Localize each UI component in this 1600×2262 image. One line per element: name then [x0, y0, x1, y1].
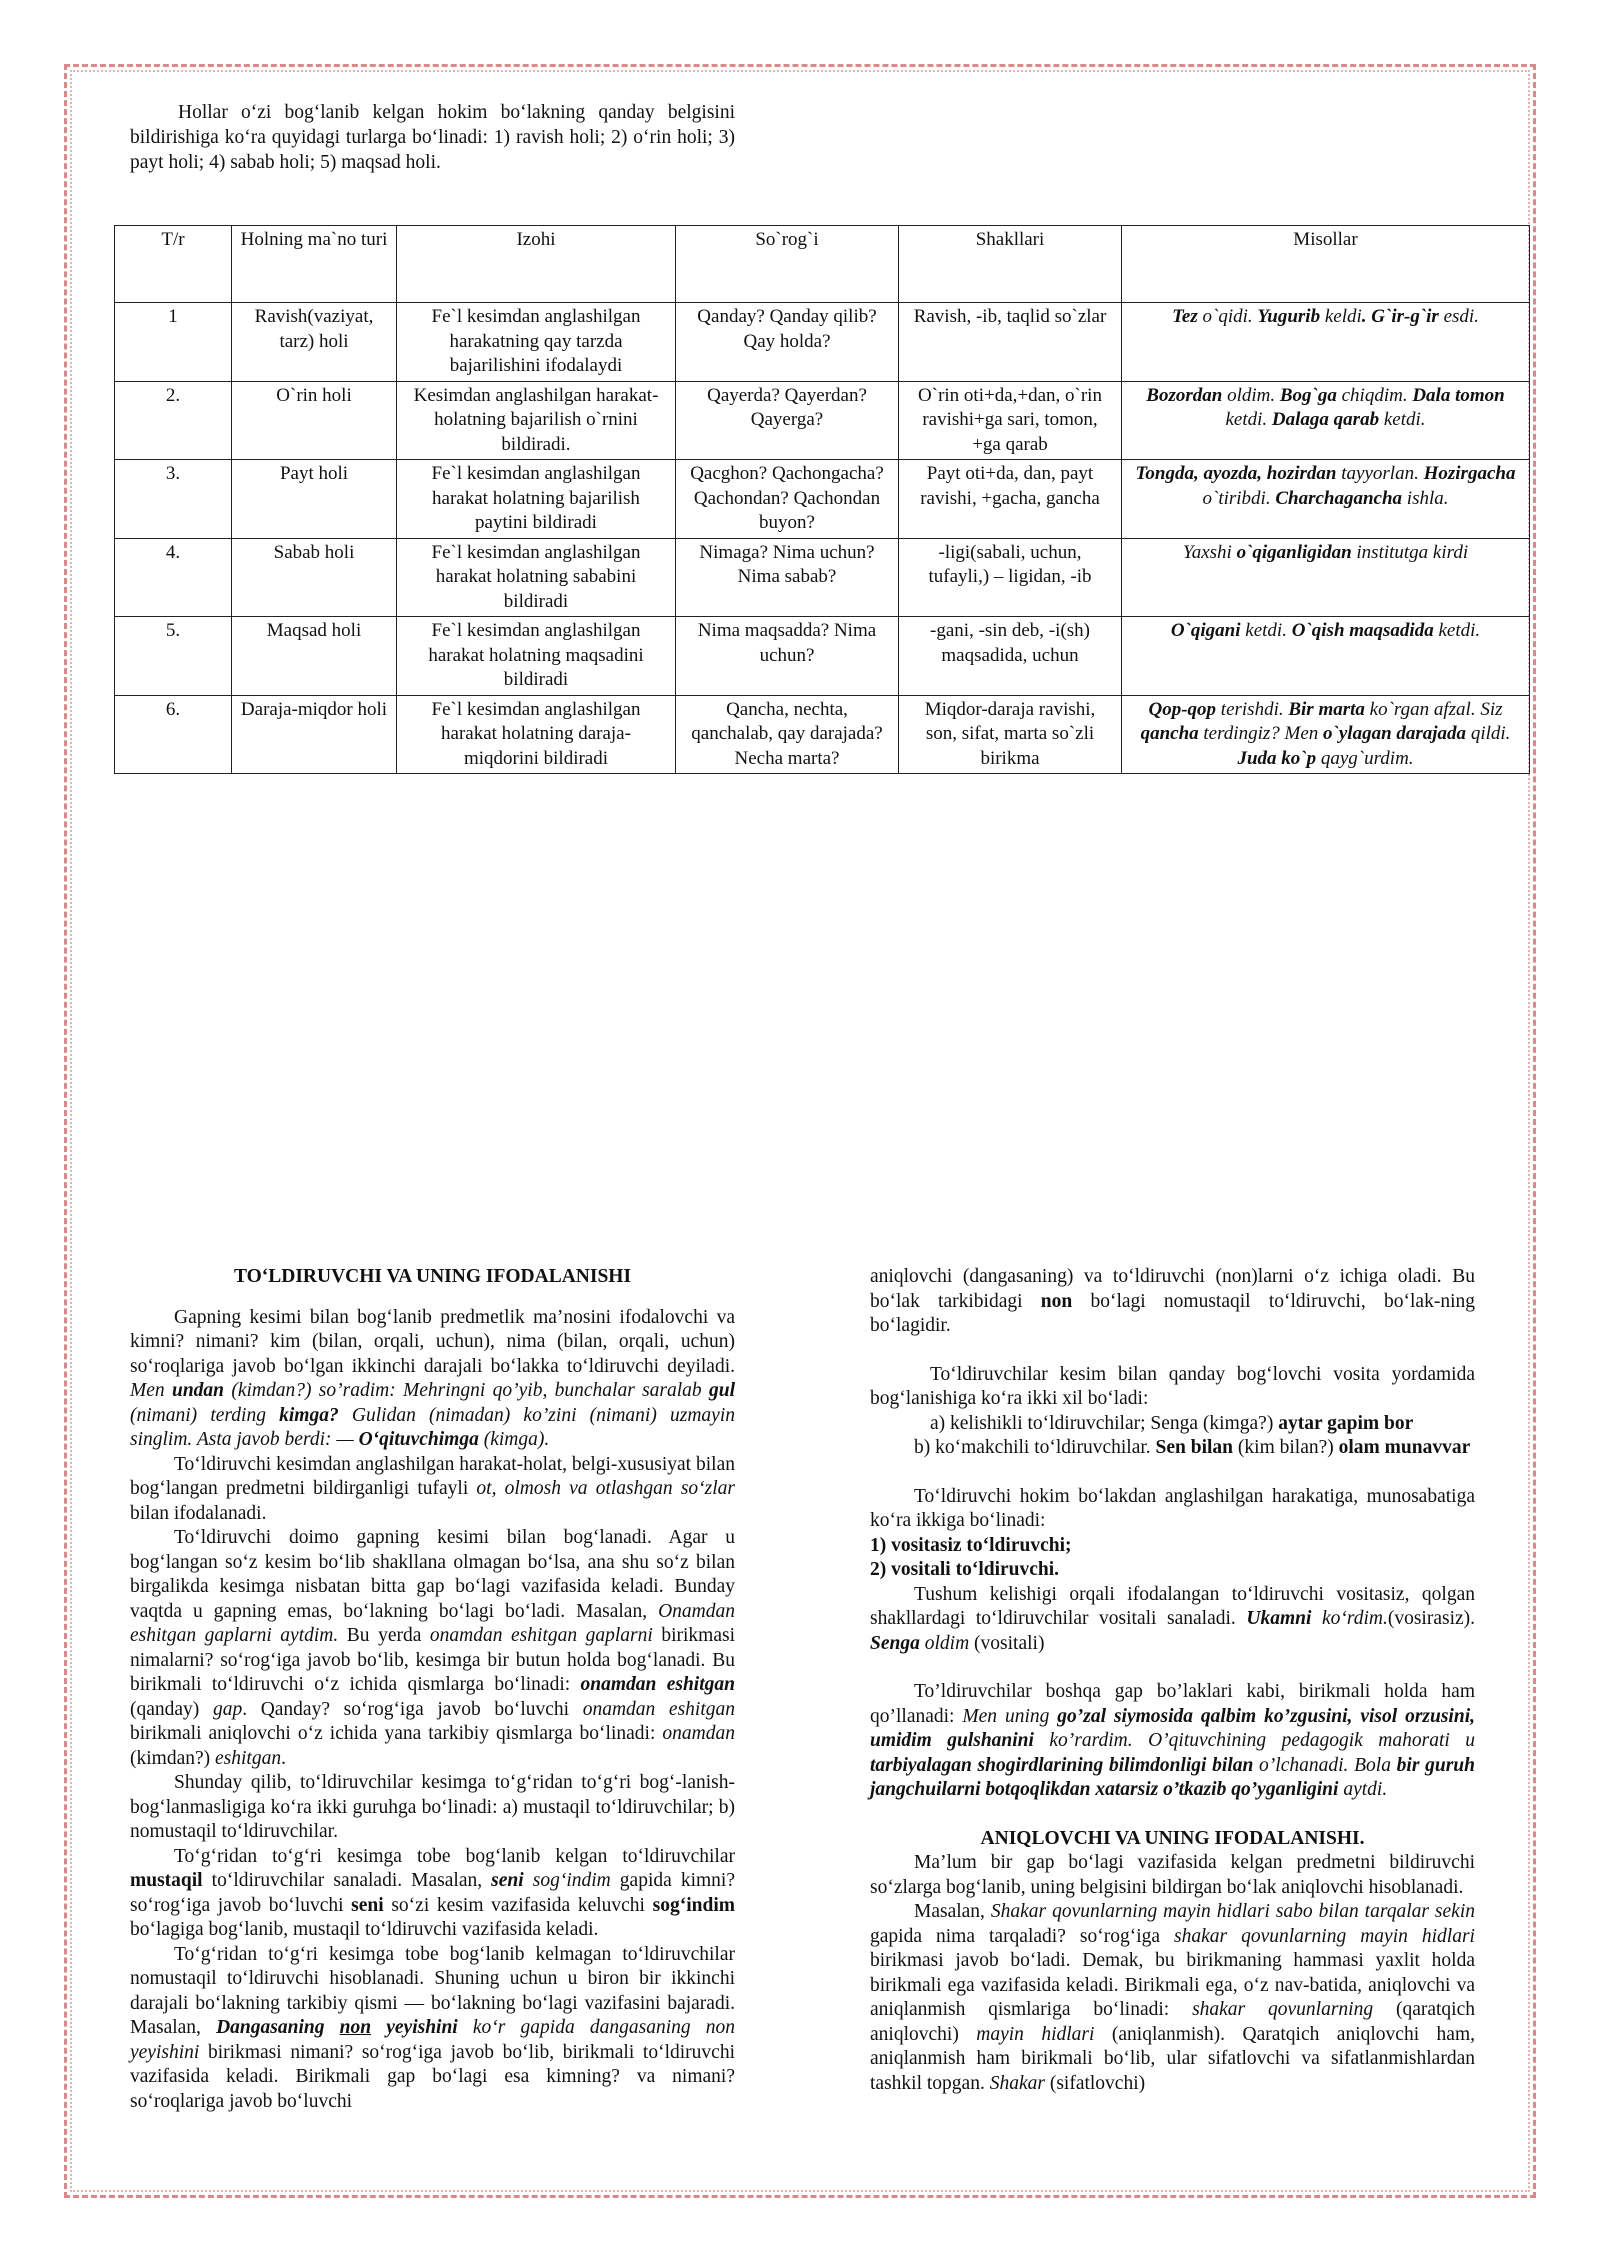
paragraph: Ma’lum bir gap bo‘lagi vazifasida kelgan predmetni bildiruvchi so‘zlarga bog‘lanib, uning belgisini bildirgan bo‘lak aniqlovchi hisoblanadi.: [870, 1852, 1475, 1898]
table-row: [115, 460, 1530, 539]
section-heading-aniqlovchi: ANIQLOVCHI VA UNING IFODALANISHI.: [980, 1827, 1365, 1849]
hol-description: Fe`l kesimdan anglashilgan harakatning qay tarzda bajarilishini ifodalaydi: [397, 303, 676, 382]
hol-description: Fe`l kesimdan anglashilgan harakat holatning daraja-miqdorini bildiradi: [397, 695, 676, 774]
table-row: [115, 381, 1530, 460]
left-column: [130, 1265, 735, 2114]
hol-question: Qayerda? Qayerdan? Qayerga?: [676, 381, 899, 460]
header-cell: Holning ma`no turi: [232, 226, 397, 303]
list-item: b) ko‘makchili to‘ldiruvchilar. Sen bilan (kim bilan?) olam munavvar: [914, 1437, 1471, 1458]
hol-type: Payt holi: [232, 460, 397, 539]
row-number: 4.: [115, 538, 232, 617]
paragraph: Masalan, Shakar qovunlarning mayin hidlari sabo bilan tarqalar sekin gapida nima tarqaladi? so‘rog‘iga shakar qovunlarning mayin hidlari birikmasi javob bo‘ladi. Demak, bu birikmaning hammasi yaxlit holda birikmali ega vazifasida keladi. Birikmali ega, o‘z nav-batida, aniqlovchi va aniqlanmish qismlariga bo‘linadi: shakar qovunlarning (qaratqich aniqlovchi) mayin hidlari (aniqlanmish). Qaratqich aniqlovchi ham, aniqlanmish ham birikmali bo‘lib, ular sifatlovchi va sifatlanmishlardan tashkil topgan. Shakar (sifatlovchi): [870, 1901, 1475, 2094]
hol-question: Qacghon? Qachongacha? Qachondan? Qachondan buyon?: [676, 460, 899, 539]
table-row: [115, 695, 1530, 774]
hol-example: Tez o`qidi. Yugurib keldi. G`ir-g`ir esdi.: [1122, 303, 1530, 382]
right-column: [870, 1265, 1475, 2096]
hol-forms: Ravish, -ib, taqlid so`zlar: [899, 303, 1122, 382]
hol-description: Fe`l kesimdan anglashilgan harakat holatning sababini bildiradi: [397, 538, 676, 617]
hol-forms: -gani, -sin deb, -i(sh) maqsadida, uchun: [899, 617, 1122, 696]
section-heading-toldiruvchi: TO‘LDIRUVCHI VA UNING IFODALANISHI: [233, 1266, 632, 1287]
hol-question: Nima maqsadda? Nima uchun?: [676, 617, 899, 696]
paragraph: To‘ldiruvchi kesimdan anglashilgan harakat-holat, belgi-xususiyat bilan bog‘langan predmetni bildirganligi tufayli ot, olmosh va otlashgan so‘zlar bilan ifodalanadi.: [130, 1453, 735, 1524]
header-cell: Shakllari: [899, 226, 1122, 303]
table-header-row: [115, 226, 1530, 303]
hol-forms: Payt oti+da, dan, payt ravishi, +gacha, gancha: [899, 460, 1122, 539]
paragraph: To’ldiruvchilar boshqa gap bo’laklari kabi, birikmali holda ham qo’llanadi: Men uning go’zal siymosida qalbim ko’zgusini, visol orzusini, umidim gulshanini ko’rardim. O’qituvchining pedagogik mahorati u tarbiyalagan shogirdlarining bilimdonligi bilan o’lchanadi. Bola bir guruh jangchuilarni botqoqlikdan xatarsiz o’tkazib qo’yganligini aytdi.: [870, 1681, 1475, 1800]
hol-type: O`rin holi: [232, 381, 397, 460]
row-number: 5.: [115, 617, 232, 696]
hol-type: Daraja-miqdor holi: [232, 695, 397, 774]
hol-forms: O`rin oti+da,+dan, o`rin ravishi+ga sari, tomon, +ga qarab: [899, 381, 1122, 460]
row-number: 2.: [115, 381, 232, 460]
hol-forms: Miqdor-daraja ravishi, son, sifat, marta so`zli birikma: [899, 695, 1122, 774]
hol-type: Ravish(vaziyat, tarz) holi: [232, 303, 397, 382]
hol-type: Sabab holi: [232, 538, 397, 617]
table-row: [115, 538, 1530, 617]
list-item: 2) vositali to‘ldiruvchi.: [870, 1559, 1060, 1580]
hol-question: Qancha, nechta, qanchalab, qay darajada? Necha marta?: [676, 695, 899, 774]
paragraph: To‘g‘ridan to‘g‘ri kesimga tobe bog‘lanib kelmagan to‘ldiruvchilar nomustaqil to‘ldiruvchi hisoblanadi. Shuning uchun u biron bir ikkinchi darajali bo‘lakning tarkibiy qismi — bo‘lakning bo‘lagi vazifasini bajaradi. Masalan, Dangasaning non yeyishini ko‘r gapida dangasaning non yeyishini birikmasi nimani? so‘rog‘iga javob bo‘lib, birikmali to‘ldiruvchi vazifasida keladi. Birikmali gap bo‘lagi esa kimning? va nimani? so‘roqlariga javob bo‘luvchi: [130, 1943, 736, 2112]
table-row: [115, 303, 1530, 382]
header-cell: T/r: [115, 226, 232, 303]
row-number: 6.: [115, 695, 232, 774]
hol-question: Nimaga? Nima uchun? Nima sabab?: [676, 538, 899, 617]
hol-example: Qop-qop terishdi. Bir marta ko`rgan afzal. Siz qancha terdingiz? Men o`ylagan darajada qildi. Juda ko`p qayg`urdim.: [1122, 695, 1530, 774]
paragraph: Shunday qilib, to‘ldiruvchilar kesimga to‘g‘ridan to‘g‘ri bog‘-lanish-bog‘lanmasligiga ko‘ra ikki guruhga bo‘linadi: a) mustaqil to‘ldiruvchilar; b) nomustaqil to‘ldiruvchilar.: [130, 1772, 735, 1842]
paragraph: Gapning kesimi bilan bog‘lanib predmetlik ma’nosini ifodalovchi va kimni? nimani? kim (bilan, orqali, uchun), nima (bilan, orqali, uchun) so‘roqlariga javob bo‘lgan ikkinchi darajali bo‘lakka to‘ldiruvchi deyiladi. Men undan (kimdan?) so’radim: Mehringni qo’yib, bunchalar saralab gul (nimani) terding kimga? Gulidan (nimadan) ko’zini (nimani) uzmayin singlim. Asta javob berdi: — O‘qituvchimga (kimga).: [130, 1306, 736, 1450]
paragraph: Tushum kelishigi orqali ifodalangan to‘ldiruvchi vositasiz, qolgan shakllardagi to‘ldiruvchilar vositali sanaladi. Ukamni ko‘rdim.(vosirasiz). Senga oldim (vositali): [870, 1583, 1476, 1654]
paragraph: To‘ldiruvchi doimo gapning kesimi bilan bog‘lanadi. Agar u bog‘langan so‘z kesim bo‘lib shakllana olmagan bo‘lsa, ana shu so‘z bilan birgalikda kesimga nisbatan bitta gap bo‘lagi vazifasida keladi. Bunday vaqtda u gapning emas, bo‘lakning bo‘lagi bo‘ladi. Masalan, Onamdan eshitgan gaplarni aytdim. Bu yerda onamdan eshitgan gaplarni birikmasi nimalarni? so‘rog‘iga javob bo‘lib, kesimga bir butun holda bog‘lanadi. Bu birikmali to‘ldiruvchi o‘z ichida qismlarga bo‘linadi: onamdan eshitgan (qanday) gap. Qanday? so‘rog‘iga javob bo‘luvchi onamdan eshitgan birikmali aniqlovchi o‘z ichida yana tarkibiy qismlarga bo‘linadi: onamdan (kimdan?) eshitgan.: [130, 1527, 735, 1769]
hol-example: Tongda, ayozda, hozirdan tayyorlan. Hozirgacha o`tiribdi. Charchagancha ishla.: [1122, 460, 1530, 539]
paragraph: To‘g‘ridan to‘g‘ri kesimga tobe bog‘lanib kelgan to‘ldiruvchilar mustaqil to‘ldiruvchilar sanaladi. Masalan, seni sog‘indim gapida kimni? so‘rog‘iga javob bo‘luvchi seni so‘zi kesim vazifasida keluvchi sog‘indim bo‘lagiga bog‘lanib, mustaqil to‘ldiruvchi vazifasida keladi.: [130, 1845, 735, 1940]
hol-question: Qanday? Qanday qilib? Qay holda?: [676, 303, 899, 382]
hol-types-table: [114, 225, 1530, 774]
hol-description: Fe`l kesimdan anglashilgan harakat holatning maqsadini bildiradi: [397, 617, 676, 696]
list-item: 1) vositasiz to‘ldiruvchi;: [870, 1534, 1072, 1556]
intro-text: Hollar o‘zi bog‘lanib kelgan hokim bo‘lakning qanday belgisini bildirishiga ko‘ra quyidagi turlarga bo‘linadi: 1) ravish holi; 2) o‘rin holi; 3) payt holi; 4) sabab holi; 5) maqsad holi.: [130, 102, 735, 173]
table-row: [115, 617, 1530, 696]
paragraph: To‘ldiruvchilar kesim bilan qanday bog‘lovchi vosita yordamida bog‘lanishiga ko‘ra ikki xil bo‘ladi:: [870, 1363, 1475, 1409]
hol-type: Maqsad holi: [232, 617, 397, 696]
paragraph: aniqlovchi (dangasaning) va to‘ldiruvchi (non)larni o‘z ichiga oladi. Bu bo‘lak tarkibidagi non bo‘lagi nomustaqil to‘ldiruvchi, bo‘lak-ning bo‘lagidir.: [870, 1266, 1475, 1336]
row-number: 3.: [115, 460, 232, 539]
hol-forms: -ligi(sabali, uchun, tufayli,) – ligidan, -ib: [899, 538, 1122, 617]
row-number: 1: [115, 303, 232, 382]
header-cell: So`rog`i: [676, 226, 899, 303]
header-cell: Misollar: [1122, 226, 1530, 303]
hol-description: Fe`l kesimdan anglashilgan harakat holatning bajarilish paytini bildiradi: [397, 460, 676, 539]
hol-example: O`qigani ketdi. O`qish maqsadida ketdi.: [1122, 617, 1530, 696]
left-paragraphs: [130, 1306, 735, 2115]
hol-example: Bozordan oldim. Bog`ga chiqdim. Dala tomon ketdi. Dalaga qarab ketdi.: [1122, 381, 1530, 460]
paragraph: To‘ldiruvchi hokim bo‘lakdan anglashilgan harakatiga, munosabatiga ko‘ra ikkiga bo‘linadi:: [870, 1485, 1475, 1531]
list-item: a) kelishikli to‘ldiruvchilar; Senga (kimga?) aytar gapim bor: [930, 1412, 1414, 1434]
intro-paragraph: [130, 100, 735, 175]
header-cell: Izohi: [397, 226, 676, 303]
table-body: [115, 303, 1530, 774]
hol-example: Yaxshi o`qiganligidan institutga kirdi: [1122, 538, 1530, 617]
hol-description: Kesimdan anglashilgan harakat-holatning bajarilish o`rnini bildiradi.: [397, 381, 676, 460]
